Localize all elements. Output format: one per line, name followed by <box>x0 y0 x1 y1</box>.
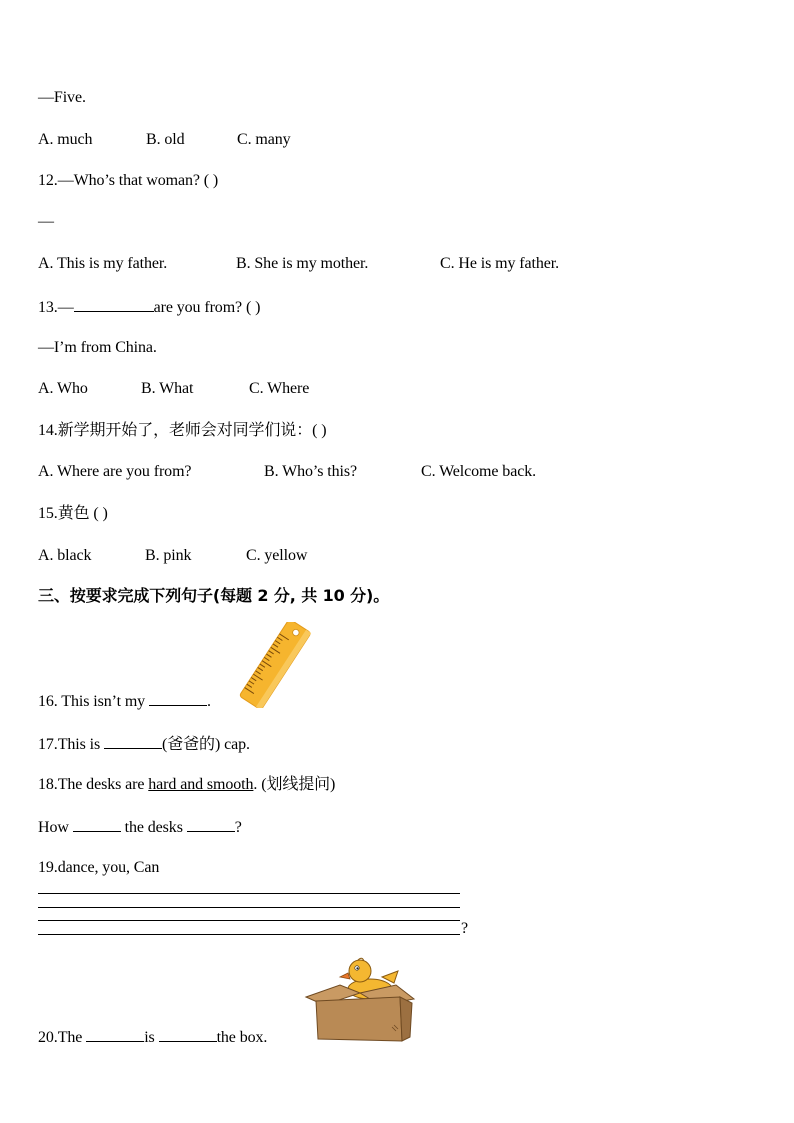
q18-prefix: 18.The desks are <box>38 776 149 793</box>
q12-option-c[interactable]: C. He is my father. <box>440 255 559 272</box>
q18-underlined-phrase: hard and smooth <box>148 776 254 793</box>
q14-option-b[interactable]: B. Who’s this? <box>264 463 357 480</box>
q16-sentence <box>38 690 211 712</box>
q17-prefix: 17.This is <box>38 736 105 753</box>
q12-option-b[interactable]: B. She is my mother. <box>236 255 369 272</box>
q18-blank-1[interactable] <box>73 816 121 832</box>
q13-option-c[interactable]: C. Where <box>249 380 310 397</box>
q11-option-b[interactable]: B. old <box>146 131 185 148</box>
q17-sentence <box>38 733 250 755</box>
q14-options <box>38 462 536 482</box>
q16-blank[interactable] <box>149 690 207 706</box>
q15-options <box>38 546 307 566</box>
q11-options <box>38 130 291 150</box>
section-3-heading: 三、按要求完成下列句子(每题 2 分, 共 10 分)。 <box>38 586 390 605</box>
duck-in-box-icon <box>300 955 418 1045</box>
q12-option-a[interactable]: A. This is my father. <box>38 255 168 272</box>
q16-prefix: 16. This isn’t my <box>38 693 149 710</box>
q11-option-a[interactable]: A. much <box>38 131 93 148</box>
q14-option-a[interactable]: A. Where are you from? <box>38 463 192 480</box>
q15-option-c[interactable]: C. yellow <box>246 547 308 564</box>
q13-option-b[interactable]: B. What <box>141 380 194 397</box>
q13-answer: —I’m from China. <box>38 339 157 356</box>
q13-suffix: are you from? ( ) <box>153 299 261 316</box>
q13-option-a[interactable]: A. Who <box>38 380 88 397</box>
q19-answer-line-2[interactable] <box>38 907 460 908</box>
q19-prompt: 19.dance, you, Can <box>38 859 160 876</box>
q19-answer-line-1[interactable] <box>38 893 460 894</box>
q15-question: 15.黄色 ( ) <box>38 505 108 522</box>
q18-sentence <box>38 775 335 795</box>
q17-blank[interactable] <box>104 733 162 749</box>
q18-suffix: . (划线提问) <box>253 776 336 793</box>
q18-how: How <box>38 819 73 836</box>
q12-answer-dash: — <box>38 213 54 230</box>
q18-blank-2[interactable] <box>187 816 235 832</box>
q12-question: 12.—Who’s that woman? ( ) <box>38 172 219 189</box>
q13-blank[interactable] <box>74 296 154 312</box>
q12-options <box>38 254 559 274</box>
q19-end-mark: ? <box>461 920 469 937</box>
q18-the-desks: the desks <box>120 819 187 836</box>
q13-options <box>38 379 309 399</box>
q20-sentence <box>38 1026 267 1048</box>
q15-option-a[interactable]: A. black <box>38 547 92 564</box>
q17-suffix: (爸爸的) cap. <box>162 736 250 753</box>
q15-option-b[interactable]: B. pink <box>145 547 192 564</box>
q11-option-c[interactable]: C. many <box>237 131 291 148</box>
box-figure <box>306 985 414 1041</box>
q20-mid: is <box>144 1029 159 1046</box>
q14-question: 14.新学期开始了，老师会对同学们说：( ) <box>38 422 327 439</box>
q20-blank-1[interactable] <box>86 1026 144 1042</box>
q13-question <box>38 296 260 318</box>
q19-answer-line-4[interactable] <box>38 934 460 935</box>
q11-answer: —Five. <box>38 89 86 106</box>
ruler-body <box>239 622 311 708</box>
q18-rewrite-line <box>38 816 242 838</box>
q20-blank-2[interactable] <box>159 1026 217 1042</box>
ruler-icon <box>236 622 316 708</box>
q18-qmark: ? <box>234 819 242 836</box>
q19-answer-line-3[interactable] <box>38 920 460 921</box>
q13-prefix: 13.— <box>38 299 74 316</box>
q20-suffix: the box. <box>216 1029 268 1046</box>
q14-option-c[interactable]: C. Welcome back. <box>421 463 537 480</box>
q16-suffix: . <box>206 693 211 710</box>
q20-prefix: 20.The <box>38 1029 87 1046</box>
